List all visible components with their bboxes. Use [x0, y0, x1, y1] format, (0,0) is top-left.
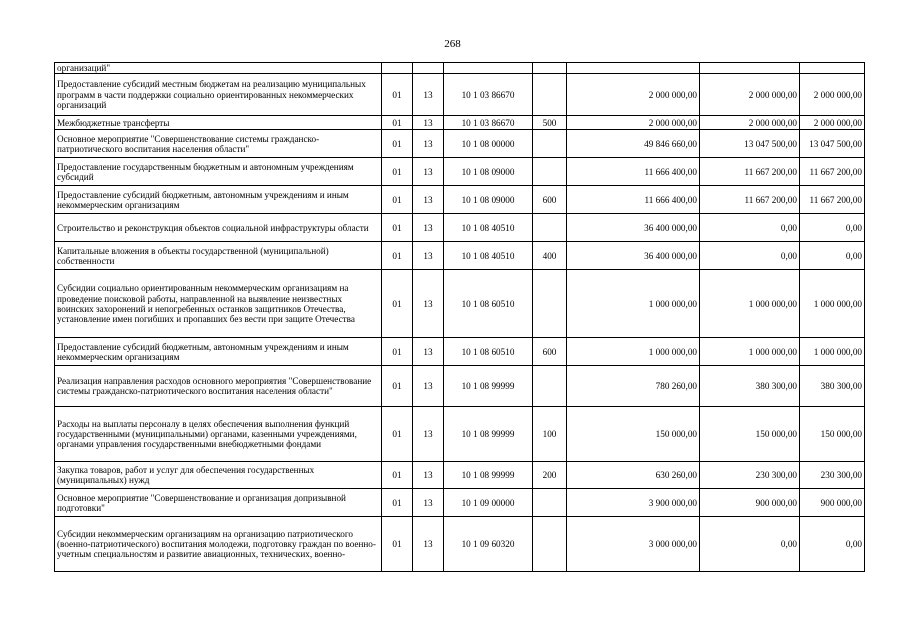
- amount-year-1: 36 400 000,00: [567, 242, 700, 270]
- subsection-code: 13: [413, 186, 444, 214]
- item-name: Основное мероприятие "Совершенствование системы гражданско-патриотического воспитания населения области": [55, 130, 382, 158]
- item-name: Закупка товаров, работ и услуг для обеспечения государственных (муниципальных) нужд: [55, 462, 382, 489]
- table-row: [55, 407, 865, 462]
- section-code: 01: [382, 158, 413, 186]
- expense-type-code: 600: [533, 186, 567, 214]
- section-code: 01: [382, 489, 413, 517]
- expense-type-code: [533, 517, 567, 572]
- section-code: 01: [382, 130, 413, 158]
- table-row: [55, 116, 865, 130]
- item-name: Предоставление субсидий бюджетным, автономным учреждениям и иным некоммерческим организациям: [55, 338, 382, 366]
- item-name: Субсидии социально ориентированным некоммерческим организациям на проведение поисковой работы, направленной на выявление неизвестных воинских захоронений и непогребенных останков защитников Отечества, установление имен погибших и пропавших без вести при защите Отечества: [55, 270, 382, 338]
- amount-year-1: 2 000 000,00: [567, 74, 700, 116]
- amount-year-1: 11 666 400,00: [567, 158, 700, 186]
- section-code: 01: [382, 407, 413, 462]
- amount-year-1: 2 000 000,00: [567, 116, 700, 130]
- target-article-code: 10 1 09 60320: [444, 517, 533, 572]
- subsection-code: 13: [413, 130, 444, 158]
- expense-type-code: [533, 366, 567, 407]
- subsection-code: 13: [413, 116, 444, 130]
- amount-year-2: 13 047 500,00: [700, 130, 800, 158]
- amount-year-1: 11 666 400,00: [567, 186, 700, 214]
- amount-year-2: 0,00: [700, 242, 800, 270]
- subsection-code: 13: [413, 489, 444, 517]
- target-article-code: 10 1 08 40510: [444, 242, 533, 270]
- expense-type-code: [533, 63, 567, 74]
- section-code: 01: [382, 242, 413, 270]
- expense-type-code: [533, 130, 567, 158]
- amount-year-2: 2 000 000,00: [700, 116, 800, 130]
- target-article-code: 10 1 03 86670: [444, 116, 533, 130]
- amount-year-1: 150 000,00: [567, 407, 700, 462]
- table-row: [55, 186, 865, 214]
- amount-year-3: 0,00: [800, 517, 865, 572]
- amount-year-3: 2 000 000,00: [800, 116, 865, 130]
- target-article-code: [444, 63, 533, 74]
- item-name: Межбюджетные трансферты: [55, 116, 382, 130]
- expense-type-code: 400: [533, 242, 567, 270]
- item-name: Основное мероприятие "Совершенствование и организация допризывной подготовки": [55, 489, 382, 517]
- section-code: 01: [382, 462, 413, 489]
- target-article-code: 10 1 08 99999: [444, 366, 533, 407]
- target-article-code: 10 1 08 09000: [444, 158, 533, 186]
- amount-year-2: [700, 63, 800, 74]
- subsection-code: [413, 63, 444, 74]
- amount-year-1: 3 000 000,00: [567, 517, 700, 572]
- amount-year-2: 150 000,00: [700, 407, 800, 462]
- expense-type-code: 600: [533, 338, 567, 366]
- subsection-code: 13: [413, 407, 444, 462]
- table-row: [55, 63, 865, 74]
- amount-year-1: [567, 63, 700, 74]
- table-row: [55, 366, 865, 407]
- section-code: 01: [382, 214, 413, 242]
- target-article-code: 10 1 08 60510: [444, 270, 533, 338]
- expense-type-code: 500: [533, 116, 567, 130]
- table-row: [55, 462, 865, 489]
- section-code: [382, 63, 413, 74]
- table-row: [55, 270, 865, 338]
- amount-year-3: 11 667 200,00: [800, 186, 865, 214]
- amount-year-3: 1 000 000,00: [800, 338, 865, 366]
- target-article-code: 10 1 08 09000: [444, 186, 533, 214]
- expense-type-code: [533, 74, 567, 116]
- subsection-code: 13: [413, 366, 444, 407]
- section-code: 01: [382, 270, 413, 338]
- amount-year-2: 380 300,00: [700, 366, 800, 407]
- expense-type-code: [533, 214, 567, 242]
- amount-year-3: 11 667 200,00: [800, 158, 865, 186]
- table-row: [55, 158, 865, 186]
- expense-type-code: [533, 158, 567, 186]
- item-name: Расходы на выплаты персоналу в целях обеспечения выполнения функций государственными (муниципальными) органами, казенными учреждениями, органами управления государственными внебюджетными фондами: [55, 407, 382, 462]
- amount-year-3: 150 000,00: [800, 407, 865, 462]
- target-article-code: 10 1 08 00000: [444, 130, 533, 158]
- amount-year-2: 11 667 200,00: [700, 158, 800, 186]
- item-name: Предоставление субсидий бюджетным, автономным учреждениям и иным некоммерческим организациям: [55, 186, 382, 214]
- table-row: [55, 214, 865, 242]
- subsection-code: 13: [413, 74, 444, 116]
- amount-year-1: 36 400 000,00: [567, 214, 700, 242]
- page-number: 268: [444, 38, 461, 50]
- amount-year-2: 11 667 200,00: [700, 186, 800, 214]
- target-article-code: 10 1 08 60510: [444, 338, 533, 366]
- budget-table: [54, 62, 865, 572]
- expense-type-code: 200: [533, 462, 567, 489]
- amount-year-1: 1 000 000,00: [567, 338, 700, 366]
- amount-year-2: 1 000 000,00: [700, 270, 800, 338]
- expense-type-code: [533, 489, 567, 517]
- amount-year-1: 49 846 660,00: [567, 130, 700, 158]
- amount-year-2: 900 000,00: [700, 489, 800, 517]
- amount-year-3: 1 000 000,00: [800, 270, 865, 338]
- amount-year-2: 0,00: [700, 517, 800, 572]
- subsection-code: 13: [413, 338, 444, 366]
- item-name: Строительство и реконструкция объектов социальной инфраструктуры области: [55, 214, 382, 242]
- section-code: 01: [382, 116, 413, 130]
- amount-year-2: 230 300,00: [700, 462, 800, 489]
- amount-year-3: 900 000,00: [800, 489, 865, 517]
- section-code: 01: [382, 366, 413, 407]
- subsection-code: 13: [413, 242, 444, 270]
- table-row: [55, 242, 865, 270]
- section-code: 01: [382, 338, 413, 366]
- subsection-code: 13: [413, 517, 444, 572]
- table-row: [55, 74, 865, 116]
- amount-year-2: 1 000 000,00: [700, 338, 800, 366]
- target-article-code: 10 1 09 00000: [444, 489, 533, 517]
- section-code: 01: [382, 74, 413, 116]
- table-row: [55, 489, 865, 517]
- amount-year-1: 780 260,00: [567, 366, 700, 407]
- item-name: Субсидии некоммерческим организациям на организацию патриотического (военно-патриотического) воспитания молодежи, подготовку граждан по военно-учетным специальностям и развитие авиационных, технических, военно-: [55, 517, 382, 572]
- table-row: [55, 130, 865, 158]
- amount-year-2: 2 000 000,00: [700, 74, 800, 116]
- item-name: организаций": [55, 63, 382, 74]
- amount-year-3: [800, 63, 865, 74]
- amount-year-1: 3 900 000,00: [567, 489, 700, 517]
- target-article-code: 10 1 08 99999: [444, 407, 533, 462]
- target-article-code: 10 1 03 86670: [444, 74, 533, 116]
- target-article-code: 10 1 08 99999: [444, 462, 533, 489]
- subsection-code: 13: [413, 270, 444, 338]
- amount-year-2: 0,00: [700, 214, 800, 242]
- table-row: [55, 338, 865, 366]
- item-name: Предоставление государственным бюджетным и автономным учреждениям субсидий: [55, 158, 382, 186]
- subsection-code: 13: [413, 214, 444, 242]
- expense-type-code: 100: [533, 407, 567, 462]
- amount-year-3: 0,00: [800, 242, 865, 270]
- item-name: Реализация направления расходов основного мероприятия "Совершенствование системы гражданско-патриотического воспитания населения области": [55, 366, 382, 407]
- section-code: 01: [382, 517, 413, 572]
- amount-year-1: 630 260,00: [567, 462, 700, 489]
- expense-type-code: [533, 270, 567, 338]
- subsection-code: 13: [413, 462, 444, 489]
- amount-year-3: 0,00: [800, 214, 865, 242]
- table-row: [55, 517, 865, 572]
- section-code: 01: [382, 186, 413, 214]
- amount-year-1: 1 000 000,00: [567, 270, 700, 338]
- subsection-code: 13: [413, 158, 444, 186]
- amount-year-3: 2 000 000,00: [800, 74, 865, 116]
- amount-year-3: 13 047 500,00: [800, 130, 865, 158]
- amount-year-3: 230 300,00: [800, 462, 865, 489]
- item-name: Предоставление субсидий местным бюджетам на реализацию муниципальных программ в части поддержки социально ориентированных некоммерческих организаций: [55, 74, 382, 116]
- target-article-code: 10 1 08 40510: [444, 214, 533, 242]
- item-name: Капитальные вложения в объекты государственной (муниципальной) собственности: [55, 242, 382, 270]
- amount-year-3: 380 300,00: [800, 366, 865, 407]
